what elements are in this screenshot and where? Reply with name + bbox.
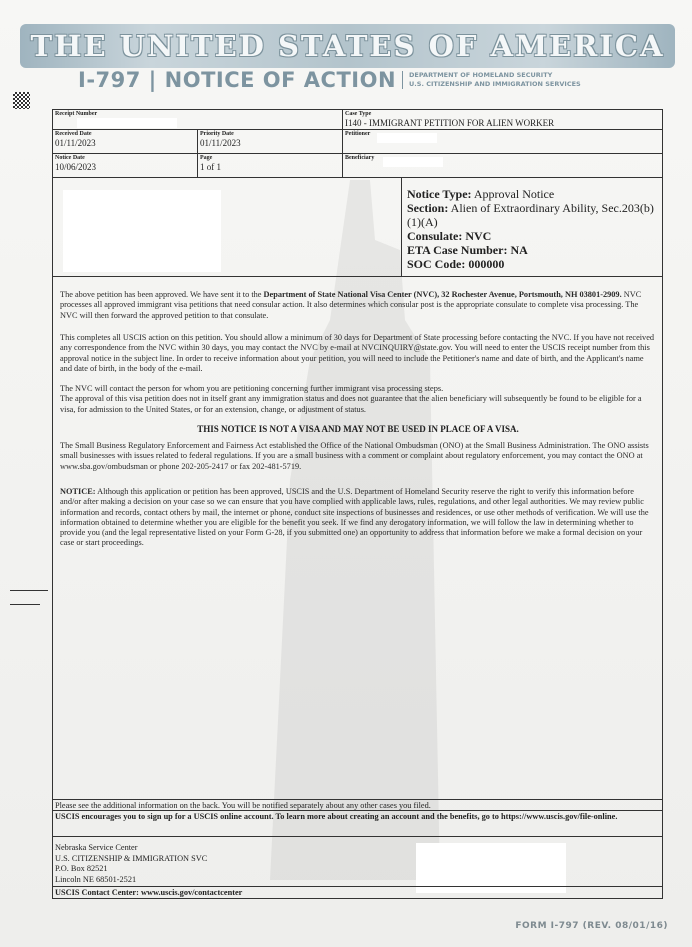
section-value: Alien of Extraordinary Ability, Sec.203(b)(1)(A) <box>407 201 654 229</box>
paragraph-approval <box>60 290 656 321</box>
p1-a: The above petition has been approved. We have sent it to the <box>60 290 264 299</box>
received-date-value: 01/11/2023 <box>55 138 96 148</box>
service-center-address <box>55 843 207 885</box>
p2: This completes all USCIS action on this petition. You should allow a minimum of 30 days for Department of State processing before contacting the NVC. If you have not received any correspondence from the NVC within 30 days, you may contact the NVC by e-mail at NVCINQUIRY@state.gov. You will need to enter the USCIS receipt number from this approval notice in the subject line. In order to receive information about your petition, you will need to include the Petitioner's name and date of birth, and the Applicant's name and date of birth, in the body of the e-mail. <box>60 333 655 373</box>
margin-mark <box>10 604 40 605</box>
page-cell <box>198 154 343 178</box>
agency-line-2: U.S. CITIZENSHIP AND IMMIGRATION SERVICES <box>409 80 581 88</box>
notice-date-label: Notice Date <box>55 155 85 161</box>
eta-label: ETA Case Number: <box>407 243 508 257</box>
divider <box>53 276 401 277</box>
priority-date-label: Priority Date <box>200 131 234 137</box>
eta-value: NA <box>510 243 528 257</box>
soc-value: 000000 <box>468 257 505 271</box>
p6-label: NOTICE: <box>60 487 96 496</box>
notice-type-label: Notice Type: <box>407 187 472 201</box>
case-type-label: Case Type <box>345 111 372 117</box>
form-title: I-797 | NOTICE OF ACTION <box>78 68 397 92</box>
beneficiary-cell <box>343 154 662 178</box>
soc-label: SOC Code: <box>407 257 466 271</box>
online-account-note: USCIS encourages you to sign up for a USCIS online account. To learn more about creating an account and the benefits, go to https://www.uscis.gov/file-online. <box>52 810 663 823</box>
received-date-label: Received Date <box>55 131 92 137</box>
redacted-block <box>377 133 437 143</box>
petitioner-label: Petitioner <box>345 131 371 137</box>
margin-mark <box>10 590 48 591</box>
divider <box>52 886 663 887</box>
redacted-block <box>77 118 177 128</box>
p4: The approval of this visa petition does not in itself grant any immigration status and does not guarantee that the alien beneficiary will subsequently be found to be eligible for a visa, for admission to the United States, or for an extension, change, or adjustment of status. <box>60 394 642 414</box>
received-date-cell <box>53 130 198 154</box>
section-label: Section: <box>407 201 449 215</box>
contact-center: USCIS Contact Center: www.uscis.gov/contactcenter <box>55 888 243 897</box>
paragraph-ono <box>60 441 656 472</box>
case-type-value: I140 - IMMIGRANT PETITION FOR ALIEN WORKER <box>345 118 555 128</box>
notice-date-value: 10/06/2023 <box>55 162 97 172</box>
notice-type-value: Approval Notice <box>473 187 555 201</box>
divider <box>52 836 663 837</box>
agency <box>402 71 581 89</box>
beneficiary-label: Beneficiary <box>345 155 375 161</box>
notice-date-cell <box>53 154 198 178</box>
p1-c: NVC processes all approved immigrant visa petitions that need consular action. It also determines which consular post is the appropriate consulate to complete visa processing. The NVC will then forward the approved petition to that consulate. <box>60 290 642 320</box>
header <box>78 68 581 92</box>
paragraph-completion <box>60 333 656 374</box>
paragraph-nvc <box>60 384 656 415</box>
notice-details <box>401 178 662 277</box>
address-line-4: Lincoln NE 68501-2521 <box>55 874 137 884</box>
priority-date-value: 01/11/2023 <box>200 138 241 148</box>
address-line-3: P.O. Box 82521 <box>55 864 108 873</box>
additional-info: Please see the additional information on the back. You will be notified separately about any other cases you filed. <box>52 799 663 812</box>
paragraph-notice <box>60 487 656 549</box>
address-line-1: Nebraska Service Center <box>55 843 138 852</box>
case-type-cell <box>343 110 662 130</box>
p1-b: Department of State National Visa Center (NVC), 32 Rochester Avenue, Portsmouth, NH 03801-2909. <box>263 290 622 299</box>
receipt-number-label: Receipt Number <box>55 111 98 117</box>
priority-date-cell <box>198 130 343 154</box>
receipt-number-cell <box>53 110 343 130</box>
banner <box>20 24 675 68</box>
not-visa-heading: THIS NOTICE IS NOT A VISA AND MAY NOT BE USED IN PLACE OF A VISA. <box>197 424 519 434</box>
banner-text: THE UNITED STATES OF AMERICA <box>30 29 665 63</box>
consulate-label: Consulate: <box>407 229 463 243</box>
address-line-2: U.S. CITIZENSHIP & IMMIGRATION SVC <box>55 853 208 863</box>
page-value: 1 of 1 <box>200 162 221 172</box>
redacted-address <box>63 190 221 272</box>
form-revision: FORM I-797 (REV. 08/01/16) <box>515 921 668 931</box>
page-label: Page <box>200 155 213 161</box>
p3: The NVC will contact the person for whom you are petitioning concerning further immigrant visa processing steps. <box>60 384 444 393</box>
p6: Although this application or petition has been approved, USCIS and the U.S. Department of Homeland Security reserve the right to verify this information before and/or after making a decision on your case so we can ensure that you have complied with applicable laws, rules, regulations, and other legal authorities. We may review public information and records, contact others by mail, the internet or phone, conduct site inspections of businesses and residences, or use other methods of verification. We will use the information obtained to determine whether you are eligible for the benefit you seek. If we find any derogatory information, we will follow the law in determining whether to provide you (and the legal representative listed on your Form G-28, if you submitted one) an opportunity to address that information before we make a formal decision on your case or start proceedings. <box>60 487 649 548</box>
agency-line-1: DEPARTMENT OF HOMELAND SECURITY <box>409 71 553 79</box>
qr-code-icon <box>13 92 30 109</box>
redacted-block <box>383 157 443 167</box>
consulate-value: NVC <box>465 229 492 243</box>
petitioner-cell <box>343 130 662 154</box>
p5: The Small Business Regulatory Enforcement and Fairness Act established the Office of the National Ombudsman (ONO) at the Small Business Administration. The ONO assists small businesses with issues related to federal regulations. If you are a small business with a comment or complaint about regulatory enforcement, you may contact the ONO at www.sba.gov/ombudsman or phone 202-205-2417 or fax 202-481-5719. <box>60 441 649 471</box>
